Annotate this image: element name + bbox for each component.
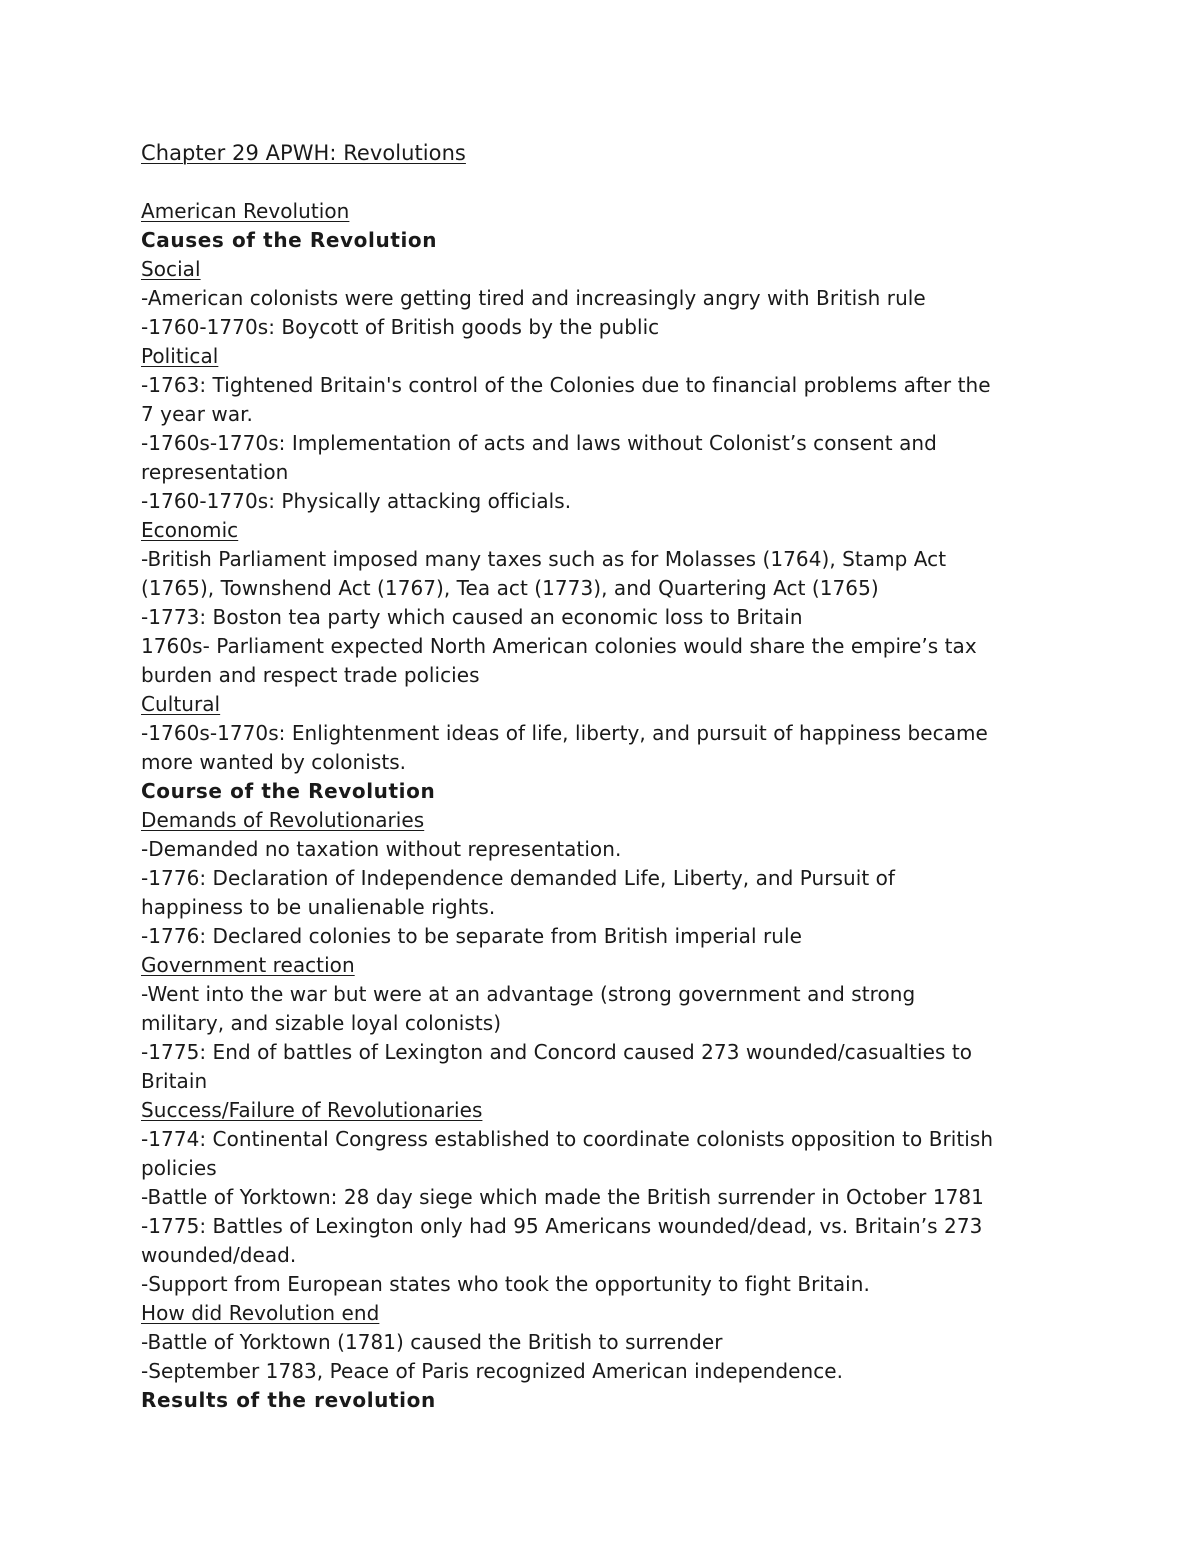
text-line: -American colonists were getting tired and increasingly angry with British rule [141,286,926,310]
text-line: -Went into the war but were at an advantage (strong government and strong [141,982,916,1006]
text-line: 1760s- Parliament expected North American colonies would share the empire’s tax [141,634,977,658]
text-line: military, and sizable loyal colonists) [141,1011,502,1035]
text-line: -1760-1770s: Physically attacking officials. [141,489,572,513]
heading-course: Course of the Revolution [141,779,436,803]
text-line: (1765), Townshend Act (1767), Tea act (1773), and Quartering Act (1765) [141,576,879,600]
subheading-success-failure: Success/Failure of Revolutionaries [141,1098,483,1122]
text-line: -1774: Continental Congress established to coordinate colonists opposition to British [141,1127,994,1151]
heading-causes: Causes of the Revolution [141,228,438,252]
text-line: -1775: Battles of Lexington only had 95 Americans wounded/dead, vs. Britain’s 273 [141,1214,983,1238]
text-line: -1776: Declaration of Independence demanded Life, Liberty, and Pursuit of [141,866,896,890]
text-line: more wanted by colonists. [141,750,407,774]
text-line: -British Parliament imposed many taxes such as for Molasses (1764), Stamp Act [141,547,947,571]
heading-results: Results of the revolution [141,1388,436,1412]
text-line: happiness to be unalienable rights. [141,895,496,919]
text-line: -Demanded no taxation without representation. [141,837,622,861]
subheading-government-reaction: Government reaction [141,953,355,977]
text-line: -1775: End of battles of Lexington and Concord caused 273 wounded/casualties to [141,1040,973,1064]
text-line: burden and respect trade policies [141,663,480,687]
text-line: -Battle of Yorktown (1781) caused the British to surrender [141,1330,723,1354]
blank-line [141,168,1071,197]
text-line: -1773: Boston tea party which caused an economic loss to Britain [141,605,803,629]
text-line: -1760s-1770s: Implementation of acts and laws without Colonist’s consent and [141,431,937,455]
text-line: -1760s-1770s: Enlightenment ideas of life, liberty, and pursuit of happiness became [141,721,988,745]
text-line: policies [141,1156,217,1180]
document-page [141,139,1071,1415]
subheading-political: Political [141,344,219,368]
subheading-economic: Economic [141,518,239,542]
document-title: Chapter 29 APWH: Revolutions [141,141,466,165]
text-line: 7 year war. [141,402,253,426]
subheading-social: Social [141,257,201,281]
text-line: representation [141,460,289,484]
text-line: -1760-1770s: Boycott of British goods by the public [141,315,660,339]
text-line: wounded/dead. [141,1243,297,1267]
subheading-cultural: Cultural [141,692,221,716]
section-title: American Revolution [141,199,350,223]
text-line: -Support from European states who took the opportunity to fight Britain. [141,1272,870,1296]
text-line: -September 1783, Peace of Paris recognized American independence. [141,1359,844,1383]
subheading-demands: Demands of Revolutionaries [141,808,425,832]
subheading-how-did-revolution-end: How did Revolution end [141,1301,380,1325]
text-line: -1776: Declared colonies to be separate from British imperial rule [141,924,802,948]
text-line: Britain [141,1069,208,1093]
text-line: -1763: Tightened Britain's control of the Colonies due to financial problems after the [141,373,991,397]
text-line: -Battle of Yorktown: 28 day siege which made the British surrender in October 1781 [141,1185,984,1209]
